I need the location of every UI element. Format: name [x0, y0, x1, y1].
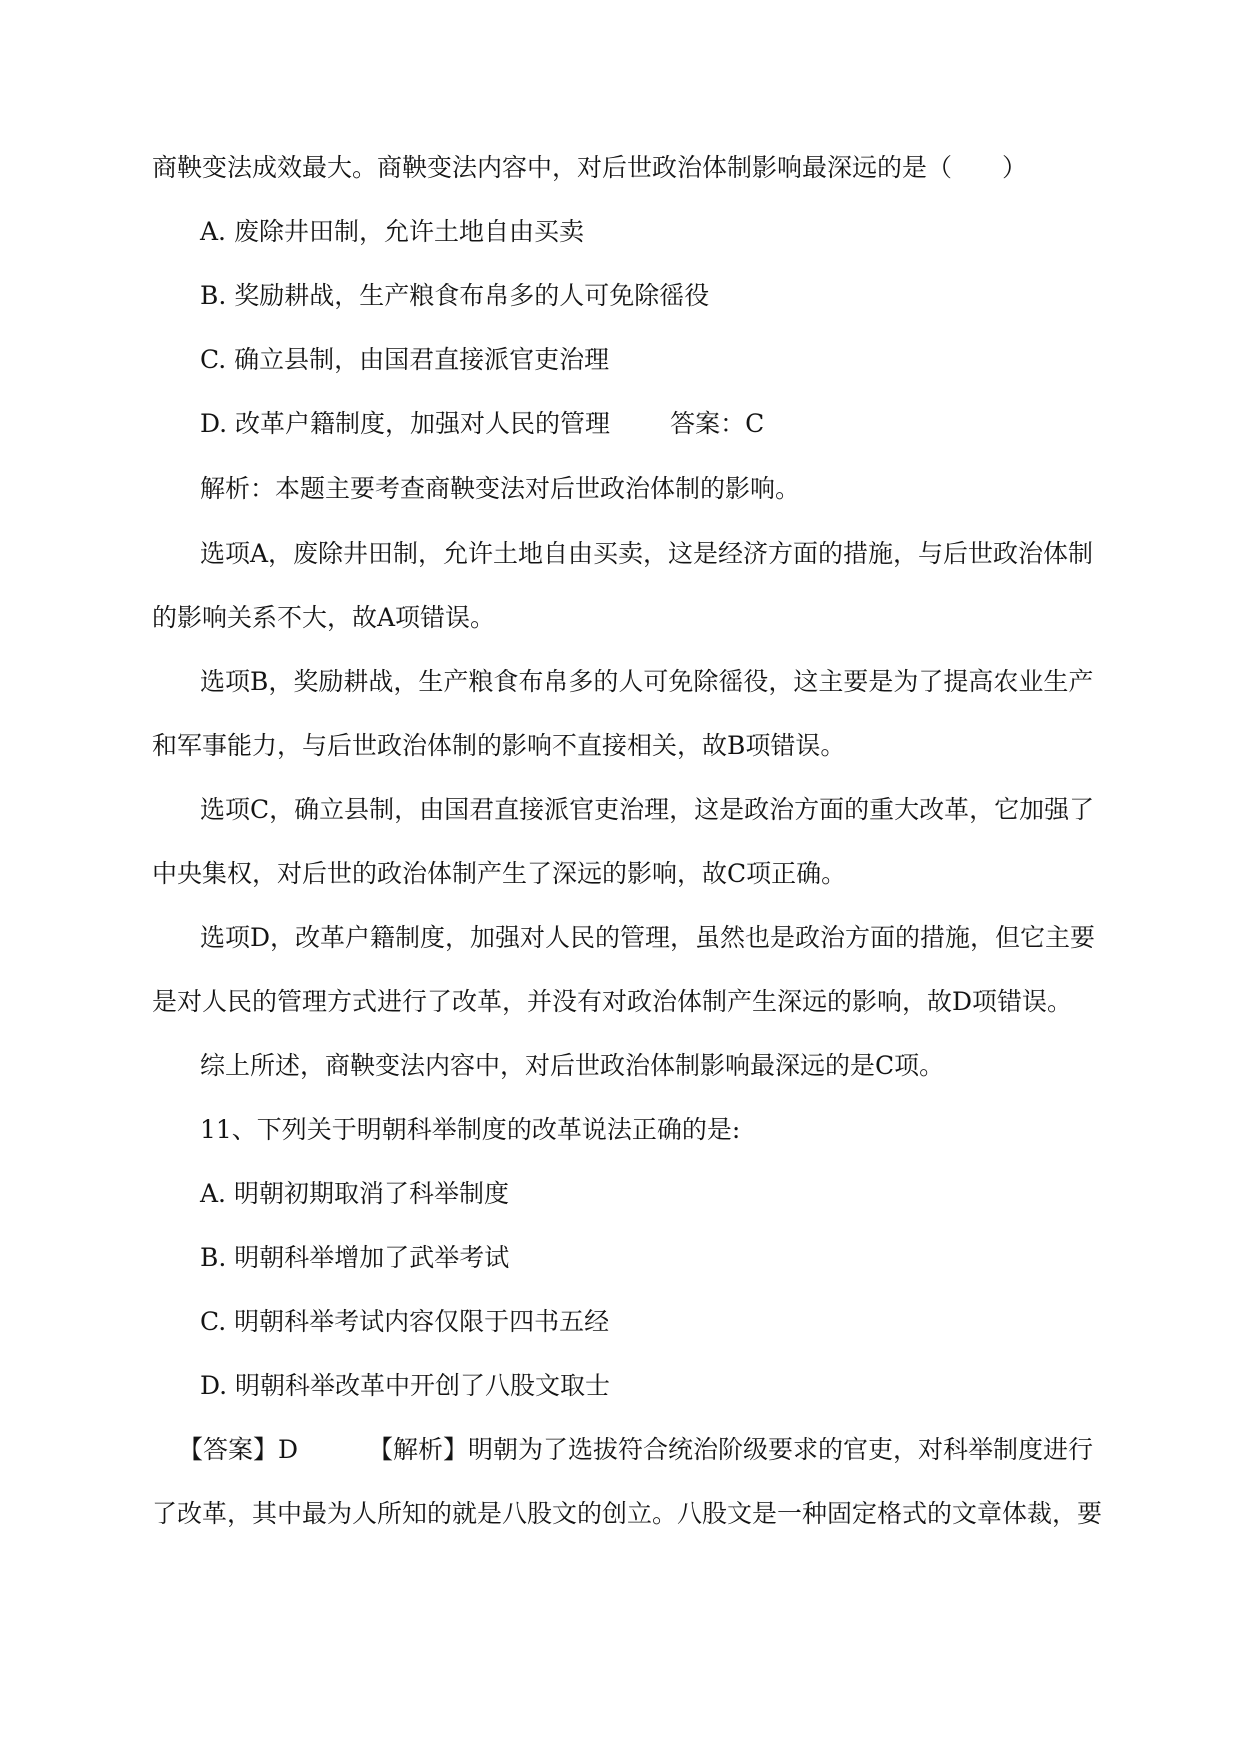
option-c: C. 确立县制，由国君直接派官吏治理: [200, 345, 610, 374]
option-b: B. 奖励耕战，生产粮食布帛多的人可免除徭役: [200, 281, 710, 310]
q11-option-a: A. 明朝初期取消了科举制度: [200, 1179, 509, 1208]
q11-answer: 【答案】D: [178, 1435, 299, 1464]
option-d: D. 改革户籍制度，加强对人民的管理: [200, 409, 611, 438]
analysis-intro: 解析：本题主要考查商鞅变法对后世政治体制的影响。: [200, 474, 801, 503]
q11-option-d: D. 明朝科举改革中开创了八股文取士: [200, 1371, 611, 1400]
option-a: A. 废除井田制，允许土地自由买卖: [200, 217, 584, 246]
analysis-option-a-line1: 选项A，废除井田制，允许土地自由买卖，这是经济方面的措施，与后世政治体制: [200, 539, 1094, 568]
q11-option-b: B. 明朝科举增加了武举考试: [200, 1243, 510, 1272]
analysis-option-d-line2: 是对人民的管理方式进行了改革，并没有对政治体制产生深远的影响，故D项错误。: [152, 987, 1073, 1016]
q11-option-c: C. 明朝科举考试内容仅限于四书五经: [200, 1307, 610, 1336]
q11-analysis-line2: 了改革，其中最为人所知的就是八股文的创立。八股文是一种固定格式的文章体裁，要: [152, 1499, 1103, 1528]
q11-answer-analysis-line1: [178, 1430, 1123, 1470]
answer-label: 答案：C: [670, 409, 765, 438]
question-11-stem: 11、下列关于明朝科举制度的改革说法正确的是:: [200, 1115, 741, 1144]
q11-analysis-text: 【解析】明朝为了选拔符合统治阶级要求的官吏，对科举制度进行: [368, 1435, 1094, 1464]
analysis-option-d-line1: 选项D，改革户籍制度，加强对人民的管理，虽然也是政治方面的措施，但它主要: [200, 923, 1096, 952]
analysis-summary: 综上所述，商鞅变法内容中，对后世政治体制影响最深远的是C项。: [200, 1051, 945, 1080]
analysis-option-c-line1: 选项C，确立县制，由国君直接派官吏治理，这是政治方面的重大改革，它加强了: [200, 795, 1095, 824]
analysis-option-c-line2: 中央集权，对后世的政治体制产生了深远的影响，故C项正确。: [152, 859, 847, 888]
analysis-option-b-line2: 和军事能力，与后世政治体制的影响不直接相关，故B项错误。: [152, 731, 846, 760]
question-10-stem-end: 商鞅变法成效最大。商鞅变法内容中，对后世政治体制影响最深远的是（ ）: [152, 153, 1028, 182]
analysis-option-b-line1: 选项B，奖励耕战，生产粮食布帛多的人可免除徭役，这主要是为了提高农业生产: [200, 667, 1094, 696]
option-d-with-answer: [200, 404, 1145, 444]
analysis-option-a-line2: 的影响关系不大，故A项错误。: [152, 603, 496, 632]
